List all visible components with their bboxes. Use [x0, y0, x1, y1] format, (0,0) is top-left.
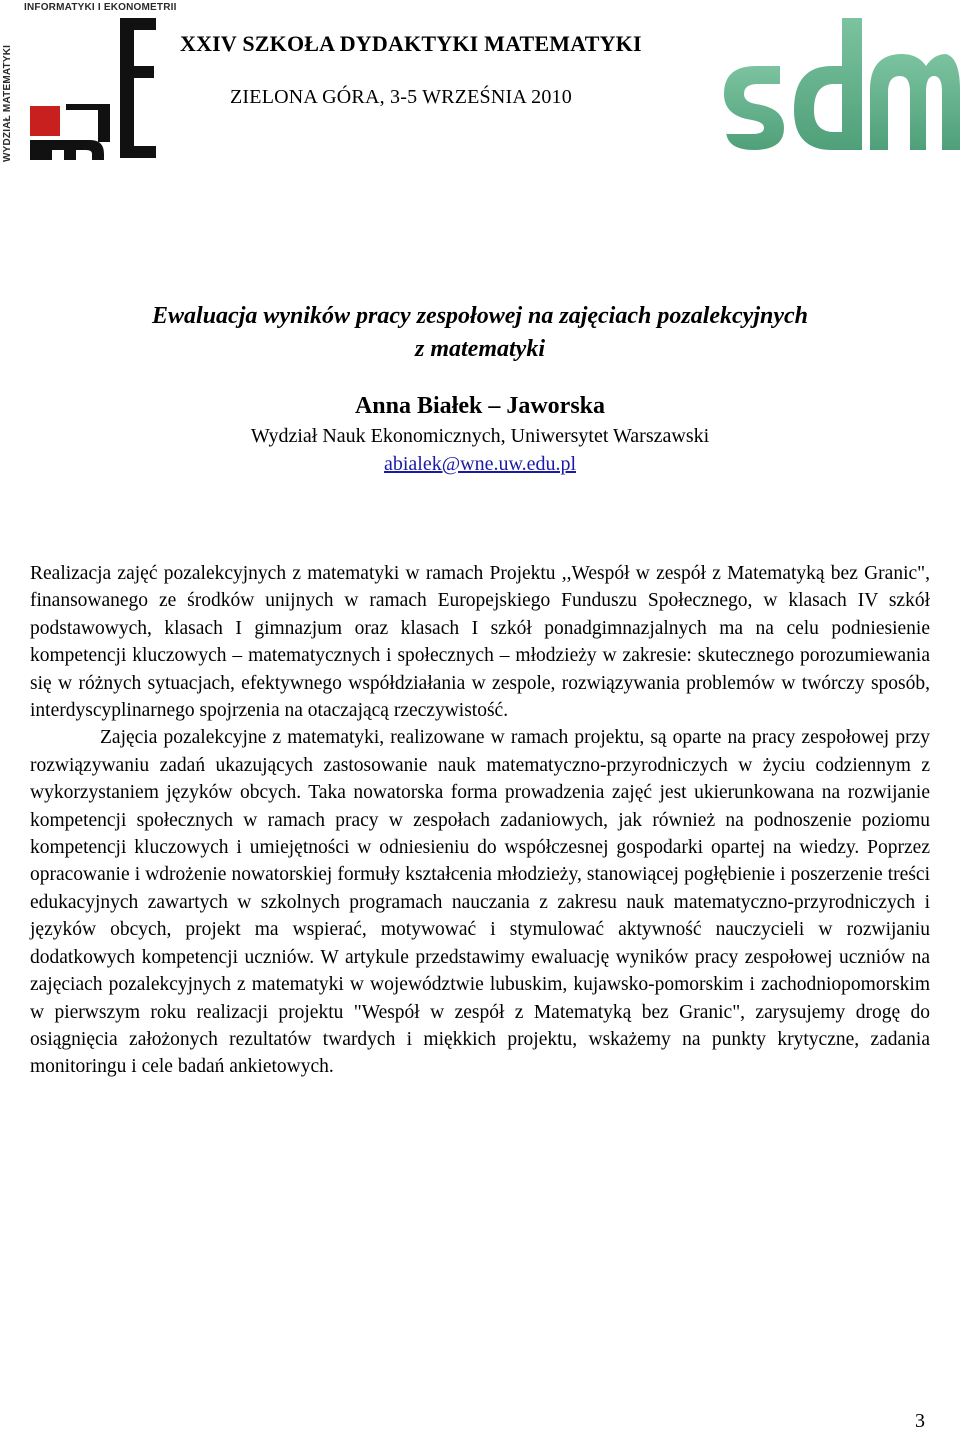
email-link[interactable]: abialek@wne.uw.edu.pl — [383, 453, 577, 475]
conference-title: XXIV SZKOŁA DYDAKTYKI MATEMATYKI — [180, 31, 642, 56]
sdm-logo — [714, 0, 960, 165]
author-affiliation: Wydział Nauk Ekonomicznych, Uniwersytet Warszawski — [250, 425, 710, 447]
logo-side-text: WYDZIAŁ MATEMATYKI — [2, 44, 13, 162]
abstract-paragraph-2: Zajęcia pozalekcyjne z matematyki, realizowane w ramach projektu, są oparte na pracy zespołowej przy rozwiązywaniu zadań ukazujących zastosowanie nauk matematyczno-przyrodniczych w życiu codziennym z wykorzystaniem języków obcych. Taka nowatorska forma prowadzenia zajęć jest ukierunkowana na rozwijanie kompetencji społecznych w ramach pracy w zespołach zadaniowych, jak również na podnoszenie poziomu kompetencji kluczowych i umiejętności w odniesieniu do współczesnej gospodarki opartej na wiedzy. Poprzez opracowanie i wdrożenie nowatorskiej formuły kształcenia młodzieży, stanowiącej pogłębienie i poszerzenie treści edukacyjnych zawartych w szkolnych programach nauczania z zakresu nauk matematyczno-przyrodniczych i języków obcych, projekt ma wspierać, motywować i stymulować aktywność nauczycieli w rozwijaniu dodatkowych kompetencji uczniów. W artykule przedstawimy ewaluację wyników pracy zespołowej uczniów na zajęciach pozalekcyjnych z matematyki w województwie lubuskim, kujawsko-pomorskim i zachodniopomorskim w pierwszym roku realizacji projektu "Wespół w zespół z Matematyką bez Granic", zarysujemy drogę do osiągnięcia założonych rezultatów twardych i miękkich projektu, wskażemy na punkty krytyczne, zadania monitoringu i cele badań ankietowych. — [30, 727, 930, 1078]
author-name: Anna Białek – Jaworska — [354, 393, 606, 419]
logo-top-text: INFORMATYKI I EKONOMETRII — [24, 2, 177, 13]
author-email — [0, 453, 960, 476]
wne-faculty-logo — [0, 0, 177, 170]
conference-place: ZIELONA GÓRA, 3-5 WRZEŚNIA 2010 — [230, 86, 572, 108]
paper-title-line2: z matematyki — [415, 336, 545, 362]
abstract-paragraph-1: Realizacja zajęć pozalekcyjnych z matematyki w ramach Projektu ,,Wespół w zespół z Matematyką bez Granic", finansowanego ze środków unijnych w ramach Europejskiego Funduszu Społecznego, w klasach IV szkół podstawowych, klasach I gimnazjum oraz klasach I szkół ponadgimnazjalnych ma na celu podniesienie kompetencji kluczowych – matematycznych i społecznych – młodzieży w zakresie: skutecznego porozumiewania się w różnych sytuacjach, efektywnego współdziałania w zespole, rozwiązywania problemów w twórczy sposób, interdyscyplinarnego spojrzenia na otaczającą rzeczywistość. — [30, 563, 930, 722]
sdm-logo-icon — [714, 0, 960, 165]
wne-logo-icon — [0, 0, 160, 170]
paper-title — [0, 300, 960, 366]
abstract — [30, 560, 930, 1081]
page-number: 3 — [915, 1410, 925, 1432]
paper-title-line1: Ewaluacja wyników pracy zespołowej na zajęciach pozalekcyjnych — [152, 303, 808, 329]
